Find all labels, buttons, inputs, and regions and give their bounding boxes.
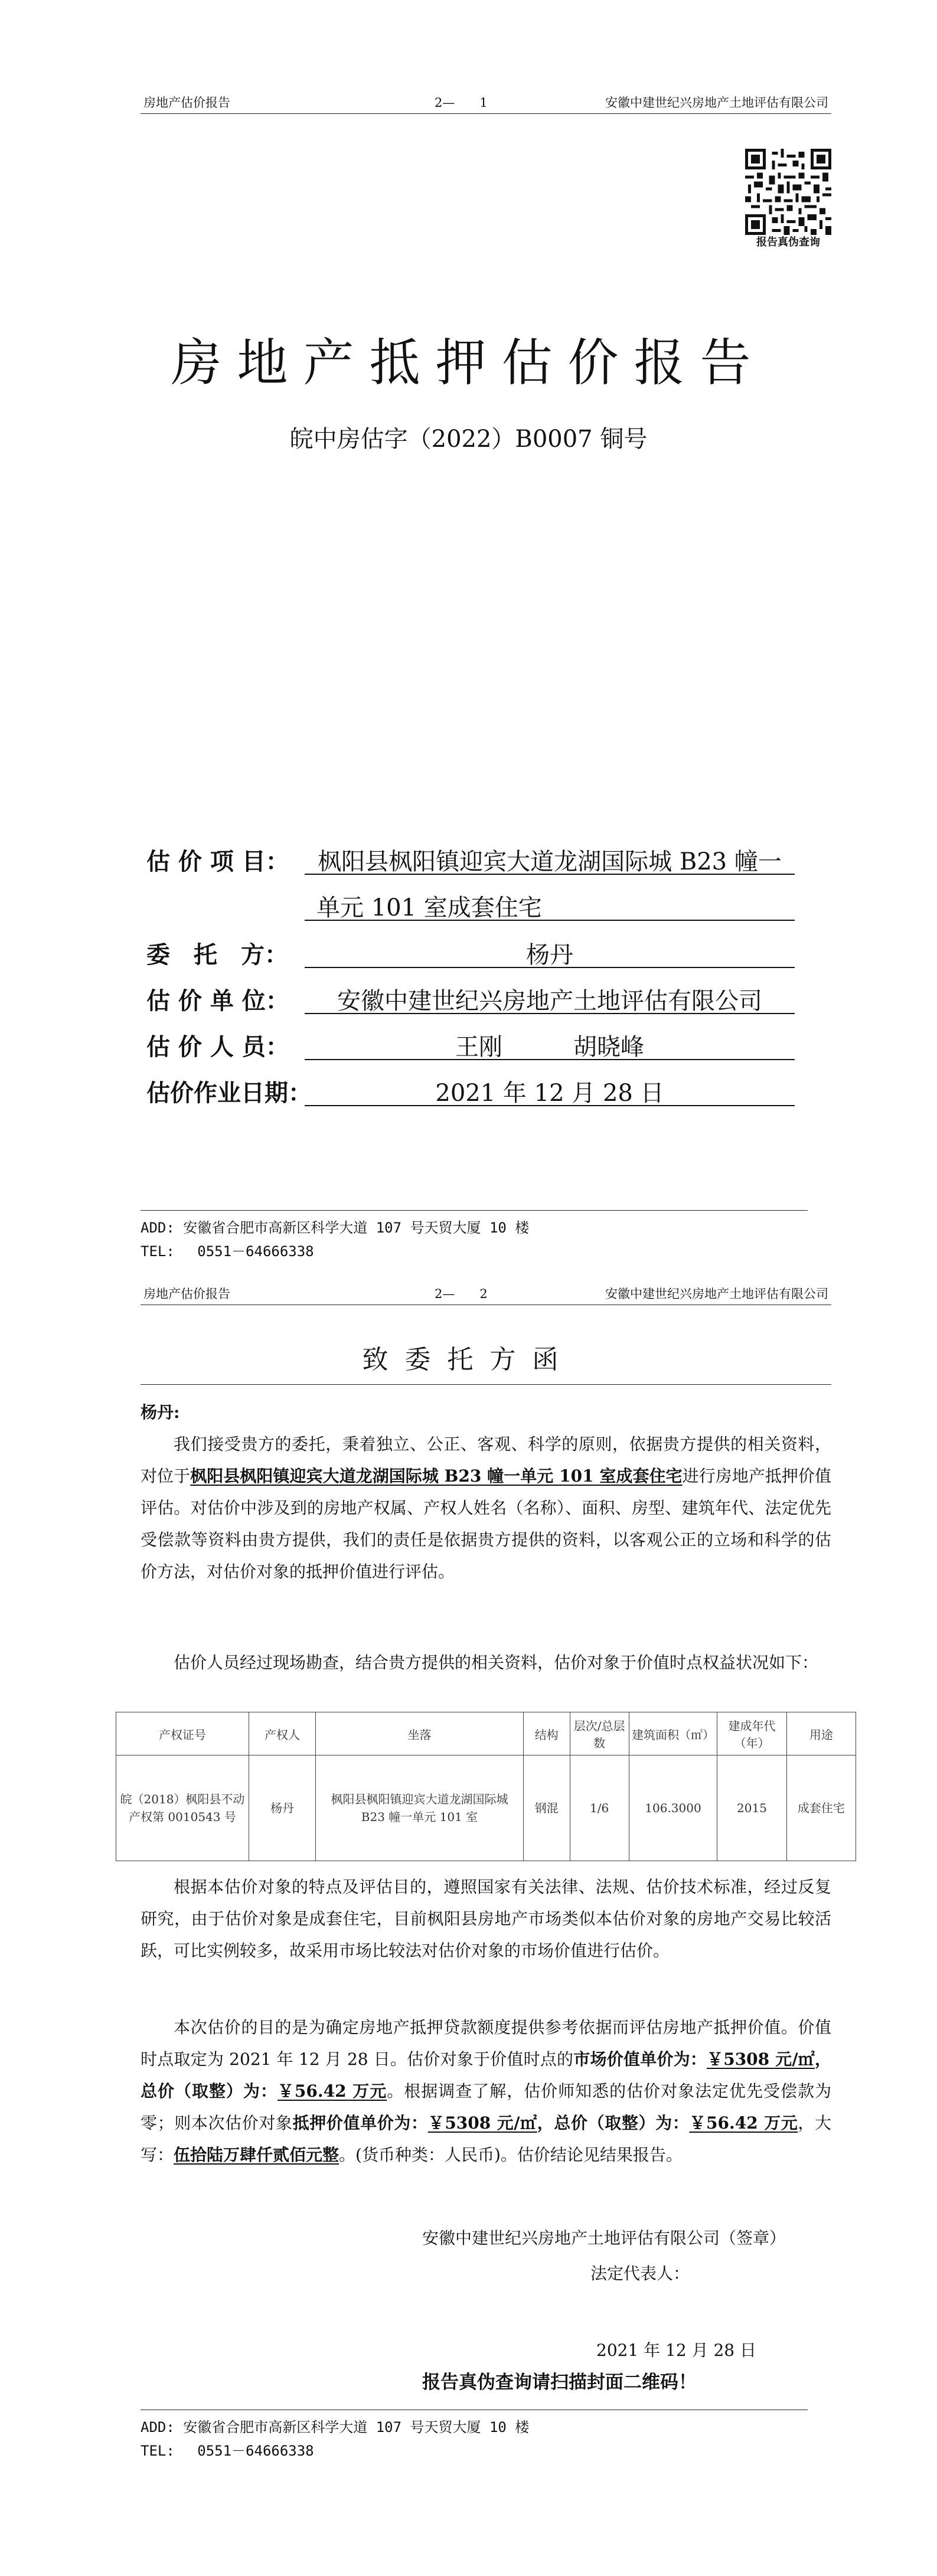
col-header: 用途: [786, 1712, 856, 1756]
page-footer: [141, 1216, 529, 1263]
page-footer: [141, 2415, 529, 2463]
letter-page: [0, 1281, 937, 2576]
signature-date: 2021 年 12 月 28 日: [596, 2340, 757, 2360]
col-header: 建成年代（年）: [717, 1712, 786, 1756]
title-divider: [141, 1384, 831, 1385]
field-value: 枫阳县枫阳镇迎宾大道龙湖国际城 B23 幢一: [305, 843, 795, 875]
field-label: 委 托 方：: [146, 941, 288, 969]
mortgage-unit-price: ￥5308 元/㎡: [427, 2113, 537, 2133]
table-cell: 2015: [717, 1756, 786, 1861]
letter-title: 致委托方函: [362, 1345, 575, 1375]
qr-code-icon[interactable]: [745, 149, 831, 235]
footer-address: ADD: 安徽省合肥市高新区科学大道 107 号天贸大厦 10 楼: [141, 1220, 530, 1236]
table-cell: 杨丹: [249, 1756, 315, 1861]
table-cell: 成套住宅: [786, 1756, 856, 1861]
col-header: 产权证号: [116, 1712, 249, 1756]
paragraph-inspection: 估价人员经过现场勘查，结合贵方提供的相关资料，估价对象于价值时点权益状况如下：: [174, 1653, 819, 1672]
cover-page: [0, 0, 937, 1281]
field-value: 2021 年 12 月 28 日: [305, 1074, 795, 1106]
paragraph-method: 根据本估价对象的特点及评估目的，遵照国家有关法律、法规、估价技术标准，经过反复研究，由于估价对象是成套住宅，目前枫阳县房地产市场类似本估价对象的房地产交易比较活跃，可比实例较多，故采用市场比较法对估价对象的市场价值进行估价。: [141, 1877, 831, 1960]
col-header: 层次/总层数: [570, 1712, 629, 1756]
col-header: 产权人: [249, 1712, 315, 1756]
field-label: 估价作业日期：: [146, 1079, 312, 1107]
table-cell: 1/6: [570, 1756, 629, 1861]
field-label: 估 价 单 位：: [146, 987, 289, 1015]
signature-company: 安徽中建世纪兴房地产土地评估有限公司（签章）: [422, 2228, 786, 2248]
header-page-number: 2— 2: [435, 1287, 488, 1301]
field-value: 王刚 胡晓峰: [305, 1028, 795, 1060]
col-header: 建筑面积（㎡）: [629, 1712, 717, 1756]
qr-caption: 报告真伪查询: [756, 236, 820, 249]
col-header: 结构: [523, 1712, 570, 1756]
col-header: 坐落: [315, 1712, 523, 1756]
property-address: 枫阳县枫阳镇迎宾大道龙湖国际城 B23 幢一单元 101 室成套住宅: [190, 1466, 683, 1486]
report-title: 房地产抵押估价报告: [171, 334, 766, 393]
page-header: [141, 90, 831, 114]
header-company: 安徽中建世纪兴房地产土地评估有限公司: [605, 96, 828, 110]
document-number: 皖中房估字（2022）B0007 铜号: [289, 426, 648, 453]
header-page-number: 2— 1: [435, 96, 488, 110]
table-cell: 106.3000: [629, 1756, 717, 1861]
page-header: [141, 1281, 831, 1305]
footer-phone: TEL: 0551－64666338: [141, 2443, 314, 2459]
footer-address: ADD: 安徽省合肥市高新区科学大道 107 号天贸大厦 10 楼: [141, 2419, 530, 2436]
header-left: 房地产估价报告: [143, 96, 230, 110]
market-unit-price: ￥5308 元/㎡: [707, 2049, 815, 2069]
property-table: [116, 1712, 856, 1861]
header-company: 安徽中建世纪兴房地产土地评估有限公司: [605, 1287, 828, 1301]
field-label: 估 价 项 目：: [146, 848, 289, 875]
table-cell: 钢混: [523, 1756, 570, 1861]
field-value: 安徽中建世纪兴房地产土地评估有限公司: [305, 982, 795, 1014]
field-label: 估 价 人 员：: [146, 1033, 289, 1061]
field-value: 单元 101 室成套住宅: [305, 889, 795, 921]
header-left: 房地产估价报告: [143, 1287, 230, 1301]
signature-representative: 法定代表人：: [590, 2264, 690, 2283]
field-value: 杨丹: [305, 936, 795, 968]
table-row: [116, 1756, 856, 1861]
footer-divider: [141, 1210, 808, 1211]
table-cell: 皖（2018）枫阳县不动产权第 0010543 号: [116, 1756, 249, 1861]
mortgage-total-price: ￥56.42 万元: [689, 2113, 798, 2133]
verification-note: 报告真伪查询请扫描封面二维码！: [422, 2372, 697, 2393]
amount-in-words: 伍拾陆万肆仟贰佰元整: [174, 2145, 339, 2165]
market-total-price: ￥56.42 万元: [277, 2081, 387, 2101]
footer-phone: TEL: 0551－64666338: [141, 1243, 314, 1260]
paragraph-conclusion: 本次估价的目的是为确定房地产抵押贷款额度提供参考依据而评估房地产抵押价值。价值时点取定为 2021 年 12 月 28 日。估价对象于价值时点的市场价值单价为：￥5308 元/㎡，总价（取整）为：￥56.42 万元。根据调查了解，估价师知悉的估价对象法定优先受偿款为零；则本次估价对象抵押价值单价为：￥5308 元/㎡，总价（取整）为：￥56.42 万元，大写：伍拾陆万肆仟贰佰元整。(货币种类：人民币)。估价结论见结果报告。: [141, 2018, 831, 2165]
salutation: 杨丹:: [141, 1403, 180, 1422]
table-cell: 枫阳县枫阳镇迎宾大道龙湖国际城 B23 幢一单元 101 室: [315, 1756, 523, 1861]
table-header-row: [116, 1712, 856, 1756]
paragraph-intro: 我们接受贵方的委托，秉着独立、公正、客观、科学的原则，依据贵方提供的相关资料，对位于枫阳县枫阳镇迎宾大道龙湖国际城 B23 幢一单元 101 室成套住宅进行房地产抵押价值评估。对估价中涉及到的房地产权属、产权人姓名（名称）、面积、房型、建筑年代、法定优先受偿款等资料由贵方提供，我们的责任是依据贵方提供的资料，以客观公正的立场和科学的估价方法，对估价对象的抵押价值进行评估。: [141, 1434, 831, 1581]
